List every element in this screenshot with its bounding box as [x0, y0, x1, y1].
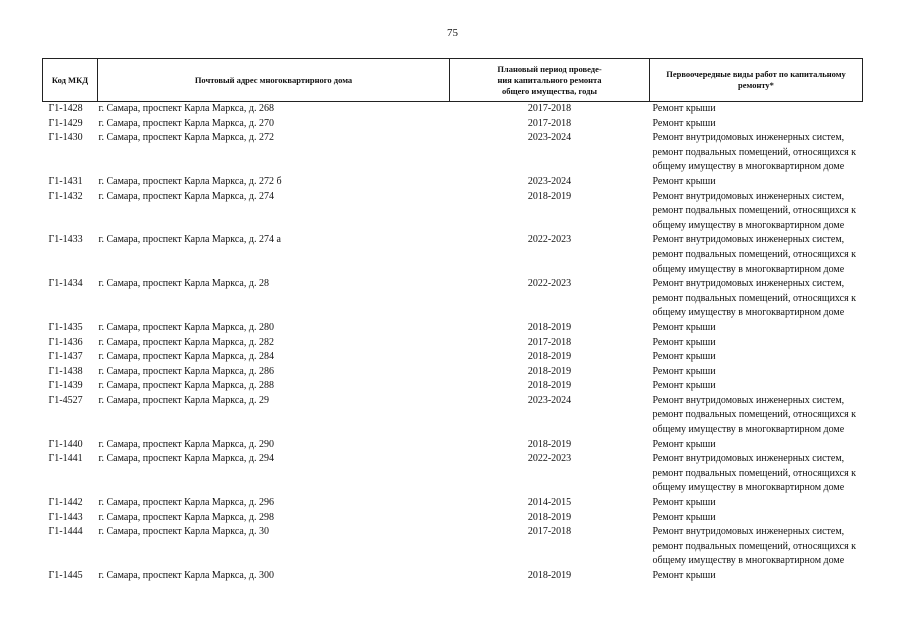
cell-address: г. Самара, проспект Карла Маркса, д. 29: [98, 394, 269, 406]
works-line: Ремонт крыши: [652, 351, 716, 363]
table-row: [43, 175, 863, 190]
cell-works: [650, 511, 863, 526]
header-works: [650, 59, 863, 102]
works-line: общему имуществу в многоквартирном доме: [652, 555, 845, 567]
capital-repair-table: [42, 58, 863, 584]
works-line: общему имуществу в многоквартирном доме: [652, 219, 845, 231]
cell-address: г. Самара, проспект Карла Маркса, д. 28: [98, 278, 269, 290]
table-row: [43, 117, 863, 132]
cell-works: [650, 394, 863, 438]
table-row: [43, 131, 863, 175]
cell-address: г. Самара, проспект Карла Маркса, д. 30: [98, 526, 269, 538]
works-line: Ремонт крыши: [652, 438, 716, 450]
cell-period: 2018-2019: [527, 365, 572, 377]
works-line: Ремонт внутридомовых инженерных систем,: [652, 190, 845, 202]
table-row: [43, 569, 863, 584]
cell-works: [650, 452, 863, 496]
table-row: [43, 496, 863, 511]
cell-period: 2022-2023: [527, 234, 572, 246]
works-line: Ремонт внутридомовых инженерных систем,: [652, 234, 845, 246]
cell-code: Г1-1432: [48, 190, 83, 202]
cell-address: г. Самара, проспект Карла Маркса, д. 282: [98, 336, 274, 348]
cell-period: 2022-2023: [527, 453, 572, 465]
cell-code: Г1-1445: [48, 570, 83, 581]
works-line: Ремонт внутридомовых инженерных систем,: [652, 132, 845, 144]
cell-address: г. Самара, проспект Карла Маркса, д. 274 а: [98, 234, 281, 246]
cell-works: [650, 175, 863, 190]
cell-code: Г1-1436: [48, 336, 83, 348]
cell-period: 2018-2019: [527, 321, 572, 333]
cell-address: г. Самара, проспект Карла Маркса, д. 290: [98, 438, 274, 450]
cell-address: г. Самара, проспект Карла Маркса, д. 272: [98, 132, 274, 144]
cell-works: [650, 496, 863, 511]
cell-code: Г1-1441: [48, 453, 83, 465]
header-period: [450, 59, 650, 102]
cell-code: Г1-1430: [48, 132, 83, 144]
cell-period: 2023-2024: [527, 175, 572, 187]
cell-works: [650, 525, 863, 569]
cell-code: Г1-1439: [48, 380, 83, 392]
table-row: [43, 321, 863, 336]
works-line: Ремонт крыши: [652, 380, 716, 392]
table-row: [43, 365, 863, 380]
cell-works: [650, 233, 863, 277]
cell-works: [650, 117, 863, 132]
cell-period: 2018-2019: [527, 511, 572, 523]
cell-code: Г1-4527: [48, 394, 83, 406]
cell-code: Г1-1429: [48, 117, 83, 129]
works-line: Ремонт крыши: [652, 570, 716, 581]
cell-address: г. Самара, проспект Карла Маркса, д. 280: [98, 321, 274, 333]
cell-period: 2017-2018: [527, 336, 572, 348]
header-works-line: ремонту*: [738, 80, 774, 90]
cell-period: 2018-2019: [527, 438, 572, 450]
cell-address: г. Самара, проспект Карла Маркса, д. 296: [98, 497, 274, 509]
table-row: [43, 190, 863, 234]
cell-address: г. Самара, проспект Карла Маркса, д. 286: [98, 365, 274, 377]
works-line: Ремонт крыши: [652, 336, 716, 348]
header-period-line: общего имущества, годы: [501, 85, 598, 96]
cell-works: [650, 438, 863, 453]
header-address: Почтовый адрес многоквартирного дома: [98, 59, 450, 102]
cell-address: г. Самара, проспект Карла Маркса, д. 270: [98, 117, 274, 129]
works-line: Ремонт крыши: [652, 365, 716, 377]
cell-works: [650, 321, 863, 336]
works-line: Ремонт крыши: [652, 175, 716, 187]
cell-period: 2018-2019: [527, 190, 572, 202]
cell-works: [650, 190, 863, 234]
header-period-line: ния капитального ремонта: [497, 74, 602, 85]
cell-code: Г1-1440: [48, 438, 83, 450]
cell-works: [650, 379, 863, 394]
works-line: общему имуществу в многоквартирном доме: [652, 263, 845, 275]
cell-address: г. Самара, проспект Карла Маркса, д. 272 б: [98, 175, 282, 187]
cell-period: 2022-2023: [527, 278, 572, 290]
cell-code: Г1-1444: [48, 526, 83, 538]
table-row: [43, 233, 863, 277]
works-line: Ремонт крыши: [652, 511, 716, 523]
cell-code: Г1-1443: [48, 511, 83, 523]
page-number: 75: [447, 27, 458, 39]
works-line: ремонт подвальных помещений, относящихся к: [652, 146, 857, 158]
works-line: Ремонт крыши: [652, 103, 716, 114]
works-line: Ремонт внутридомовых инженерных систем,: [652, 394, 845, 406]
cell-period: 2017-2018: [527, 526, 572, 538]
cell-period: 2018-2019: [527, 380, 572, 392]
table-row: [43, 438, 863, 453]
works-line: общему имуществу в многоквартирном доме: [652, 307, 845, 319]
works-line: ремонт подвальных помещений, относящихся к: [652, 205, 857, 217]
works-line: ремонт подвальных помещений, относящихся к: [652, 409, 857, 421]
table-row: [43, 379, 863, 394]
cell-period: 2023-2024: [527, 132, 572, 144]
cell-address: г. Самара, проспект Карла Маркса, д. 274: [98, 190, 274, 202]
cell-period: 2014-2015: [527, 497, 572, 509]
cell-works: [650, 350, 863, 365]
table-row: [43, 452, 863, 496]
cell-works: [650, 365, 863, 380]
cell-works: [650, 569, 863, 584]
cell-code: Г1-1431: [48, 175, 83, 187]
cell-code: Г1-1437: [48, 351, 83, 363]
cell-address: г. Самара, проспект Карла Маркса, д. 298: [98, 511, 274, 523]
cell-address: г. Самара, проспект Карла Маркса, д. 294: [98, 453, 274, 465]
cell-address: г. Самара, проспект Карла Маркса, д. 300: [98, 570, 274, 581]
works-line: общему имуществу в многоквартирном доме: [652, 161, 845, 173]
works-line: Ремонт крыши: [652, 321, 716, 333]
header-period-line: Плановый период проведе-: [497, 63, 602, 74]
cell-period: 2017-2018: [527, 103, 572, 114]
cell-address: г. Самара, проспект Карла Маркса, д. 288: [98, 380, 274, 392]
works-line: общему имуществу в многоквартирном доме: [652, 424, 845, 436]
works-line: Ремонт крыши: [652, 497, 716, 509]
works-line: ремонт подвальных помещений, относящихся к: [652, 248, 857, 260]
works-line: Ремонт внутридомовых инженерных систем,: [652, 526, 845, 538]
table-body: [43, 102, 863, 584]
cell-code: Г1-1433: [48, 234, 83, 246]
cell-works: [650, 336, 863, 351]
cell-works: [650, 102, 863, 117]
works-line: ремонт подвальных помещений, относящихся к: [652, 540, 857, 552]
table-row: [43, 277, 863, 321]
cell-period: 2023-2024: [527, 394, 572, 406]
works-line: ремонт подвальных помещений, относящихся к: [652, 467, 857, 479]
table-row: [43, 350, 863, 365]
cell-address: г. Самара, проспект Карла Маркса, д. 284: [98, 351, 274, 363]
works-line: ремонт подвальных помещений, относящихся к: [652, 292, 857, 304]
cell-works: [650, 277, 863, 321]
header-code: Код МКД: [43, 59, 98, 102]
table-row: [43, 394, 863, 438]
cell-works: [650, 131, 863, 175]
table-row: [43, 102, 863, 117]
cell-code: Г1-1428: [48, 103, 83, 114]
cell-code: Г1-1442: [48, 497, 83, 509]
works-line: Ремонт внутридомовых инженерных систем,: [652, 453, 845, 465]
works-line: Ремонт крыши: [652, 117, 716, 129]
header-works-line: Первоочередные виды работ по капитальному: [666, 69, 846, 79]
works-line: общему имуществу в многоквартирном доме: [652, 482, 845, 494]
works-line: Ремонт внутридомовых инженерных систем,: [652, 278, 845, 290]
cell-period: 2017-2018: [527, 117, 572, 129]
cell-period: 2018-2019: [527, 570, 572, 581]
table-row: [43, 525, 863, 569]
table-row: [43, 336, 863, 351]
cell-period: 2018-2019: [527, 351, 572, 363]
cell-address: г. Самара, проспект Карла Маркса, д. 268: [98, 103, 274, 114]
table-header: [43, 59, 863, 102]
cell-code: Г1-1438: [48, 365, 83, 377]
cell-code: Г1-1435: [48, 321, 83, 333]
table-row: [43, 511, 863, 526]
cell-code: Г1-1434: [48, 278, 83, 290]
